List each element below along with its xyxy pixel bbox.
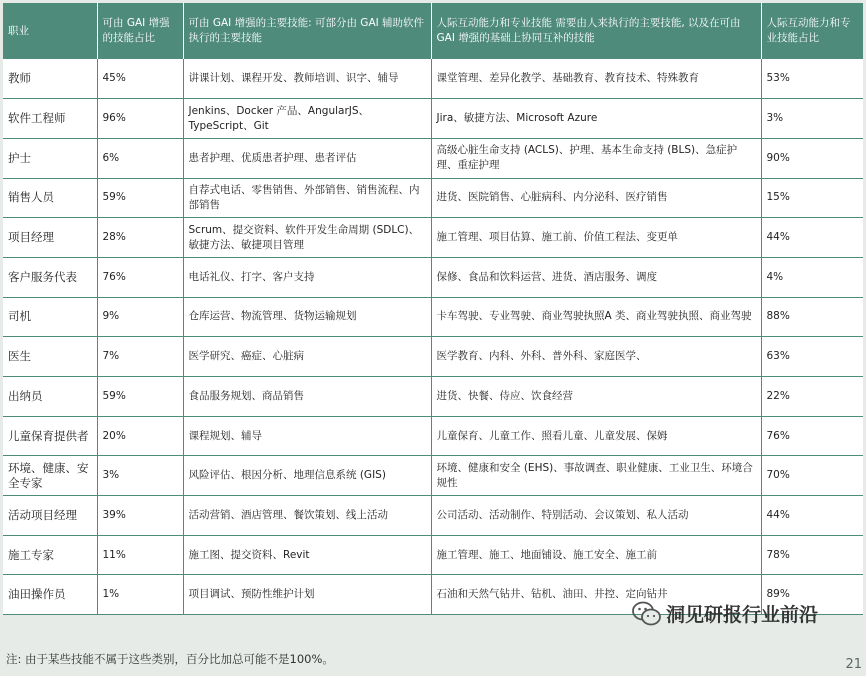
gai-share-cell: 1% <box>97 575 183 615</box>
occupation-cell: 医生 <box>3 337 97 377</box>
gai-share-cell: 3% <box>97 456 183 496</box>
table-row <box>3 297 863 337</box>
occupation-cell: 教师 <box>3 59 97 99</box>
human-skills-cell: 进货、快餐、侍应、饮食经营 <box>431 377 761 417</box>
table-row <box>3 178 863 218</box>
gai-skills-cell: 自荐式电话、零售销售、外部销售、销售流程、内部销售 <box>183 178 431 218</box>
gai-skills-cell: Scrum、提交资料、软件开发生命周期 (SDLC)、敏捷方法、敏捷项目管理 <box>183 218 431 258</box>
table-row <box>3 99 863 139</box>
gai-skills-cell: 施工图、提交资料、Revit <box>183 535 431 575</box>
table-row <box>3 535 863 575</box>
table-header-row <box>3 3 863 59</box>
human-share-cell: 44% <box>761 496 863 536</box>
gai-skills-cell: 仓库运营、物流管理、货物运输规划 <box>183 297 431 337</box>
occupation-cell: 儿童保育提供者 <box>3 416 97 456</box>
occupation-cell: 出纳员 <box>3 377 97 417</box>
gai-skills-cell: 课程规划、辅导 <box>183 416 431 456</box>
header-gai-share: 可由 GAI 增强的技能占比 <box>97 3 183 59</box>
human-share-cell: 63% <box>761 337 863 377</box>
human-skills-cell: 卡车驾驶、专业驾驶、商业驾驶执照A 类、商业驾驶执照、商业驾驶 <box>431 297 761 337</box>
table-row <box>3 257 863 297</box>
watermark <box>632 600 818 627</box>
table-row <box>3 59 863 99</box>
gai-share-cell: 6% <box>97 138 183 178</box>
human-skills-cell: 高级心脏生命支持 (ACLS)、护理、基本生命支持 (BLS)、急症护理、重症护理 <box>431 138 761 178</box>
human-share-cell: 70% <box>761 456 863 496</box>
occupation-cell: 施工专家 <box>3 535 97 575</box>
header-occupation: 职业 <box>3 3 97 59</box>
occupation-cell: 油田操作员 <box>3 575 97 615</box>
human-share-cell: 89% <box>761 575 863 615</box>
gai-skills-cell: 食品服务规划、商品销售 <box>183 377 431 417</box>
gai-share-cell: 76% <box>97 257 183 297</box>
occupation-cell: 客户服务代表 <box>3 257 97 297</box>
page-number: 21 <box>845 657 862 672</box>
human-skills-cell: 环境、健康和安全 (EHS)、事故调查、职业健康、工业卫生、环境合规性 <box>431 456 761 496</box>
human-skills-cell: 儿童保育、儿童工作、照看儿童、儿童发展、保姆 <box>431 416 761 456</box>
footnote: 注: 由于某些技能不属于这些类别，百分比加总可能不是100%。 <box>6 652 334 666</box>
gai-share-cell: 96% <box>97 99 183 139</box>
human-skills-cell: 石油和天然气钻井、钻机、油田、井控、定向钻井 <box>431 575 761 615</box>
occupation-cell: 环境、健康、安全专家 <box>3 456 97 496</box>
gai-share-cell: 20% <box>97 416 183 456</box>
human-share-cell: 22% <box>761 377 863 417</box>
human-skills-cell: 公司活动、活动制作、特别活动、会议策划、私人活动 <box>431 496 761 536</box>
human-skills-cell: 医学教育、内科、外科、普外科、家庭医学、 <box>431 337 761 377</box>
gai-share-cell: 9% <box>97 297 183 337</box>
occupation-cell: 护士 <box>3 138 97 178</box>
gai-share-cell: 59% <box>97 377 183 417</box>
table-row <box>3 218 863 258</box>
gai-skills-cell: 风险评估、根因分析、地理信息系统 (GIS) <box>183 456 431 496</box>
occupation-cell: 活动项目经理 <box>3 496 97 536</box>
occupation-cell: 销售人员 <box>3 178 97 218</box>
human-skills-cell: 进货、医院销售、心脏病科、内分泌科、医疗销售 <box>431 178 761 218</box>
gai-share-cell: 45% <box>97 59 183 99</box>
table-row <box>3 377 863 417</box>
gai-skills-cell: 讲课计划、课程开发、教师培训、识字、辅导 <box>183 59 431 99</box>
human-share-cell: 44% <box>761 218 863 258</box>
table-row <box>3 496 863 536</box>
gai-share-cell: 39% <box>97 496 183 536</box>
watermark-text: 洞见研报行业前沿 <box>666 604 819 626</box>
human-share-cell: 78% <box>761 535 863 575</box>
table-row <box>3 456 863 496</box>
human-skills-cell: 保修、食品和饮料运营、进货、酒店服务、调度 <box>431 257 761 297</box>
gai-skills-cell: 医学研究、癌症、心脏病 <box>183 337 431 377</box>
occupation-cell: 项目经理 <box>3 218 97 258</box>
human-share-cell: 15% <box>761 178 863 218</box>
gai-skills-cell: 项目调试、预防性维护计划 <box>183 575 431 615</box>
human-share-cell: 90% <box>761 138 863 178</box>
gai-share-cell: 7% <box>97 337 183 377</box>
header-human-skills: 人际互动能力和专业技能 需要由人来执行的主要技能, 以及在可由 GAI 增强的基础上协同互补的技能 <box>431 3 761 59</box>
human-share-cell: 88% <box>761 297 863 337</box>
human-share-cell: 53% <box>761 59 863 99</box>
gai-skills-cell: 活动营销、酒店管理、餐饮策划、线上活动 <box>183 496 431 536</box>
header-gai-skills: 可由 GAI 增强的主要技能: 可部分由 GAI 辅助软件执行的主要技能 <box>183 3 431 59</box>
gai-share-cell: 28% <box>97 218 183 258</box>
wechat-icon <box>632 601 662 627</box>
human-skills-cell: Jira、敏捷方法、Microsoft Azure <box>431 99 761 139</box>
gai-skills-cell: 电话礼仪、打字、客户支持 <box>183 257 431 297</box>
human-skills-cell: 施工管理、施工、地面铺设、施工安全、施工前 <box>431 535 761 575</box>
header-human-share: 人际互动能力和专业技能占比 <box>761 3 863 59</box>
table-row <box>3 138 863 178</box>
human-share-cell: 3% <box>761 99 863 139</box>
occupation-cell: 司机 <box>3 297 97 337</box>
table-row <box>3 416 863 456</box>
table-row <box>3 337 863 377</box>
human-share-cell: 76% <box>761 416 863 456</box>
gai-skills-cell: 患者护理、优质患者护理、患者评估 <box>183 138 431 178</box>
gai-share-cell: 11% <box>97 535 183 575</box>
human-skills-cell: 课堂管理、差异化教学、基础教育、教育技术、特殊教育 <box>431 59 761 99</box>
gai-skills-cell: Jenkins、Docker 产品、AngularJS、TypeScript、Git <box>183 99 431 139</box>
table-body <box>3 59 863 615</box>
skills-table <box>3 3 863 615</box>
human-share-cell: 4% <box>761 257 863 297</box>
occupation-cell: 软件工程师 <box>3 99 97 139</box>
human-skills-cell: 施工管理、项目估算、施工前、价值工程法、变更单 <box>431 218 761 258</box>
gai-share-cell: 59% <box>97 178 183 218</box>
